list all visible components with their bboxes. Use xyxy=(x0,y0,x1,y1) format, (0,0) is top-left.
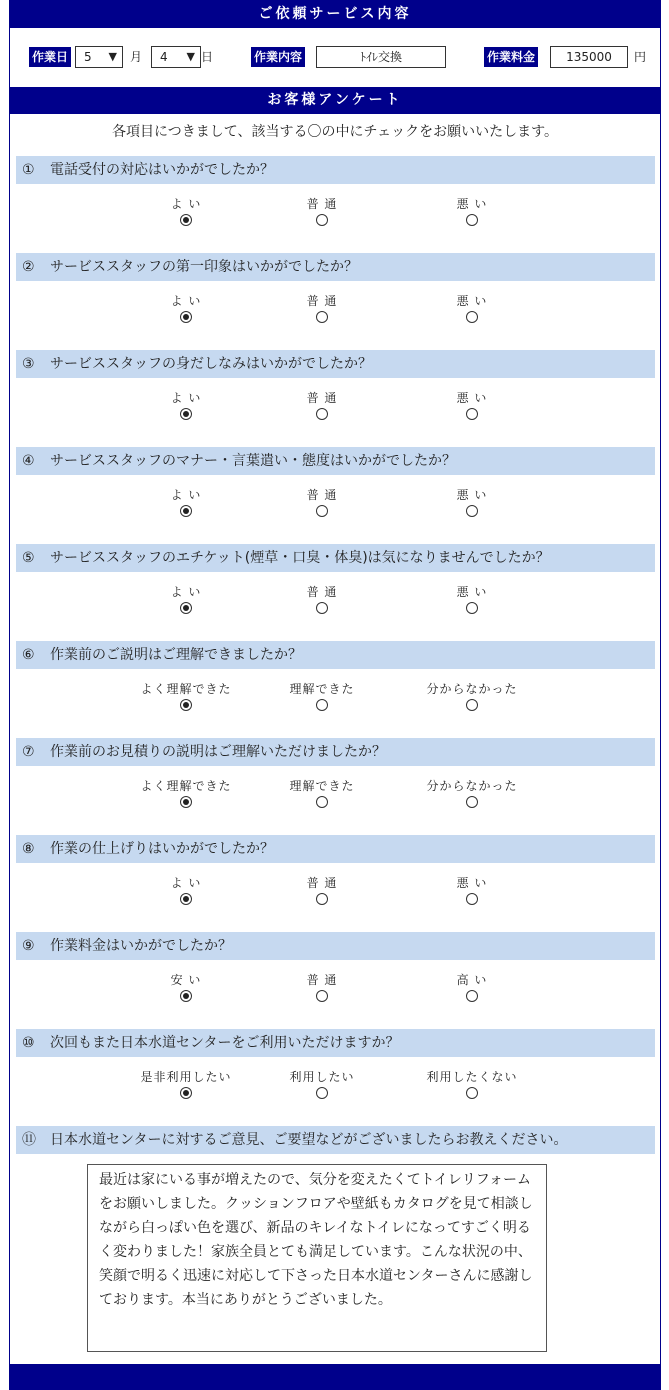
question-5-option-2[interactable] xyxy=(262,585,382,614)
question-text: 作業前のご説明はご理解できましたか？ xyxy=(50,647,302,663)
question-3-option-2[interactable] xyxy=(262,391,382,420)
service-section-header: ご依頼サービス内容 xyxy=(9,0,661,28)
radio-button[interactable] xyxy=(316,214,328,226)
radio-button[interactable] xyxy=(180,602,192,614)
chevron-down-icon: ▼ xyxy=(186,50,195,63)
question-number: ⑨ xyxy=(22,938,35,954)
question-7-option-1[interactable] xyxy=(126,779,246,808)
question-6-option-2[interactable] xyxy=(262,682,382,711)
day-value: 4 xyxy=(160,50,168,64)
option-label: 普 通 xyxy=(306,391,338,405)
radio-button[interactable] xyxy=(180,699,192,711)
work-content-field[interactable]: ﾄｲﾚ交換 xyxy=(316,46,446,68)
radio-button[interactable] xyxy=(466,602,478,614)
radio-button[interactable] xyxy=(466,505,478,517)
question-1-option-2[interactable] xyxy=(262,197,382,226)
question-6 xyxy=(16,641,655,669)
month-unit: 月 xyxy=(130,50,143,64)
question-10 xyxy=(16,1029,655,1057)
option-label: 普 通 xyxy=(306,876,338,890)
option-label: 悪 い xyxy=(456,197,488,211)
question-number: ③ xyxy=(22,356,35,372)
question-8-option-2[interactable] xyxy=(262,876,382,905)
option-label: 悪 い xyxy=(456,294,488,308)
question-2-option-2[interactable] xyxy=(262,294,382,323)
work-content-label: 作業内容 xyxy=(251,47,305,67)
option-label: よ い xyxy=(170,391,202,405)
option-label: 普 通 xyxy=(306,585,338,599)
question-text: 作業の仕上げりはいかがでしたか？ xyxy=(50,841,274,857)
question-number: ⑤ xyxy=(22,550,35,566)
question-7-option-2[interactable] xyxy=(262,779,382,808)
option-label: よ い xyxy=(170,876,202,890)
radio-button[interactable] xyxy=(316,699,328,711)
option-label: よ い xyxy=(170,197,202,211)
option-label: 普 通 xyxy=(306,197,338,211)
question-6-option-3[interactable] xyxy=(412,682,532,711)
option-label: 分からなかった xyxy=(426,779,518,793)
option-label: 普 通 xyxy=(306,973,338,987)
day-select[interactable] xyxy=(151,46,201,68)
question-number: ⑥ xyxy=(22,647,35,663)
question-number: ② xyxy=(22,259,35,275)
question-text: サービススタッフの身だしなみはいかがでしたか？ xyxy=(50,356,372,372)
question-3-option-3[interactable] xyxy=(412,391,532,420)
comment-textarea[interactable]: 最近は家にいる事が増えたので、気分を変えたくてトイレリフォームをお願いしました。クッションフロアや壁紙もカタログを見て相談しながら白っぽい色を選び、新品のキレイなトイレになってすごく明るく変わりました！家族全員とても満足しています。こんな状況の中、笑顔で明るく迅速に対応して下さった日本水道センターさんに感謝しております。本当にありがとうございました。 xyxy=(87,1164,547,1352)
question-number: ⑪ xyxy=(22,1132,36,1148)
option-label: よ い xyxy=(170,585,202,599)
question-2-option-1[interactable] xyxy=(126,294,246,323)
question-9-option-3[interactable] xyxy=(412,973,532,1002)
question-3 xyxy=(16,350,655,378)
survey-section-header: お客様アンケート xyxy=(9,87,661,114)
question-text: サービススタッフの第一印象はいかがでしたか？ xyxy=(50,259,358,275)
survey-instructions: 各項目につきまして、該当する〇の中にチェックをお願いいたします。 xyxy=(112,124,558,140)
question-4-option-3[interactable] xyxy=(412,488,532,517)
question-text: 作業料金はいかがでしたか？ xyxy=(50,938,232,954)
question-2 xyxy=(16,253,655,281)
radio-button[interactable] xyxy=(316,796,328,808)
question-5-option-3[interactable] xyxy=(412,585,532,614)
question-number: ④ xyxy=(22,453,35,469)
radio-button[interactable] xyxy=(180,893,192,905)
question-number: ⑩ xyxy=(22,1035,35,1051)
option-label: 理解できた xyxy=(289,682,355,696)
radio-button[interactable] xyxy=(466,990,478,1002)
footer-bar xyxy=(9,1364,661,1390)
radio-button[interactable] xyxy=(466,893,478,905)
option-label: 分からなかった xyxy=(426,682,518,696)
question-1-option-1[interactable] xyxy=(126,197,246,226)
question-4 xyxy=(16,447,655,475)
question-text: 次回もまた日本水道センターをご利用いただけますか？ xyxy=(50,1035,400,1051)
question-4-option-2[interactable] xyxy=(262,488,382,517)
option-label: 悪 い xyxy=(456,488,488,502)
question-1 xyxy=(16,156,655,184)
radio-button[interactable] xyxy=(466,796,478,808)
radio-button[interactable] xyxy=(316,602,328,614)
radio-button[interactable] xyxy=(180,311,192,323)
fee-unit: 円 xyxy=(634,50,647,64)
question-2-option-3[interactable] xyxy=(412,294,532,323)
question-8 xyxy=(16,835,655,863)
question-7-option-3[interactable] xyxy=(412,779,532,808)
option-label: 理解できた xyxy=(289,779,355,793)
service-details-row xyxy=(9,28,661,87)
question-9-option-2[interactable] xyxy=(262,973,382,1002)
question-9-option-1[interactable] xyxy=(126,973,246,1002)
month-value: 5 xyxy=(84,50,92,64)
option-label: 利用したい xyxy=(289,1070,355,1084)
day-unit: 日 xyxy=(201,50,214,64)
month-select[interactable] xyxy=(75,46,123,68)
work-date-label: 作業日 xyxy=(29,47,71,67)
radio-button[interactable] xyxy=(316,1087,328,1099)
question-10-option-3[interactable] xyxy=(412,1070,532,1099)
radio-button[interactable] xyxy=(466,311,478,323)
question-1-option-3[interactable] xyxy=(412,197,532,226)
option-label: よ い xyxy=(170,294,202,308)
radio-button[interactable] xyxy=(180,505,192,517)
question-text: 作業前のお見積りの説明はご理解いただけましたか？ xyxy=(50,744,386,760)
comment-question xyxy=(16,1126,655,1154)
option-label: 是非利用したい xyxy=(140,1070,232,1084)
question-10-option-1[interactable] xyxy=(126,1070,246,1099)
question-number: ⑦ xyxy=(22,744,35,760)
question-5 xyxy=(16,544,655,572)
question-6-option-1[interactable] xyxy=(126,682,246,711)
question-3-option-1[interactable] xyxy=(126,391,246,420)
question-number: ⑧ xyxy=(22,841,35,857)
radio-button[interactable] xyxy=(180,990,192,1002)
question-8-option-1[interactable] xyxy=(126,876,246,905)
chevron-down-icon: ▼ xyxy=(108,50,117,63)
radio-button[interactable] xyxy=(466,1087,478,1099)
question-5-option-1[interactable] xyxy=(126,585,246,614)
question-8-option-3[interactable] xyxy=(412,876,532,905)
radio-button[interactable] xyxy=(466,408,478,420)
question-text: サービススタッフのマナー・言葉遣い・態度はいかがでしたか？ xyxy=(50,453,456,469)
question-10-option-2[interactable] xyxy=(262,1070,382,1099)
option-label: 悪 い xyxy=(456,391,488,405)
radio-button[interactable] xyxy=(316,505,328,517)
work-fee-field[interactable]: 135000 xyxy=(550,46,628,68)
option-label: 安 い xyxy=(170,973,202,987)
option-label: 高 い xyxy=(456,973,488,987)
radio-button[interactable] xyxy=(316,408,328,420)
option-label: 悪 い xyxy=(456,585,488,599)
radio-button[interactable] xyxy=(466,699,478,711)
question-9 xyxy=(16,932,655,960)
question-text: 電話受付の対応はいかがでしたか？ xyxy=(50,162,274,178)
radio-button[interactable] xyxy=(180,214,192,226)
option-label: よく理解できた xyxy=(140,779,232,793)
question-text: サービススタッフのエチケット(煙草・口臭・体臭)は気になりませんでしたか？ xyxy=(50,550,550,566)
option-label: 悪 い xyxy=(456,876,488,890)
radio-button[interactable] xyxy=(316,893,328,905)
radio-button[interactable] xyxy=(180,408,192,420)
option-label: 利用したくない xyxy=(426,1070,518,1084)
question-text: 日本水道センターに対するご意見、ご要望などがございましたらお教えください。 xyxy=(50,1132,568,1148)
option-label: よ い xyxy=(170,488,202,502)
radio-button[interactable] xyxy=(316,311,328,323)
radio-button[interactable] xyxy=(180,1087,192,1099)
radio-button[interactable] xyxy=(316,990,328,1002)
work-fee-label: 作業料金 xyxy=(484,47,538,67)
radio-button[interactable] xyxy=(180,796,192,808)
option-label: よく理解できた xyxy=(140,682,232,696)
option-label: 普 通 xyxy=(306,294,338,308)
radio-button[interactable] xyxy=(466,214,478,226)
question-7 xyxy=(16,738,655,766)
question-number: ① xyxy=(22,162,35,178)
question-4-option-1[interactable] xyxy=(126,488,246,517)
option-label: 普 通 xyxy=(306,488,338,502)
